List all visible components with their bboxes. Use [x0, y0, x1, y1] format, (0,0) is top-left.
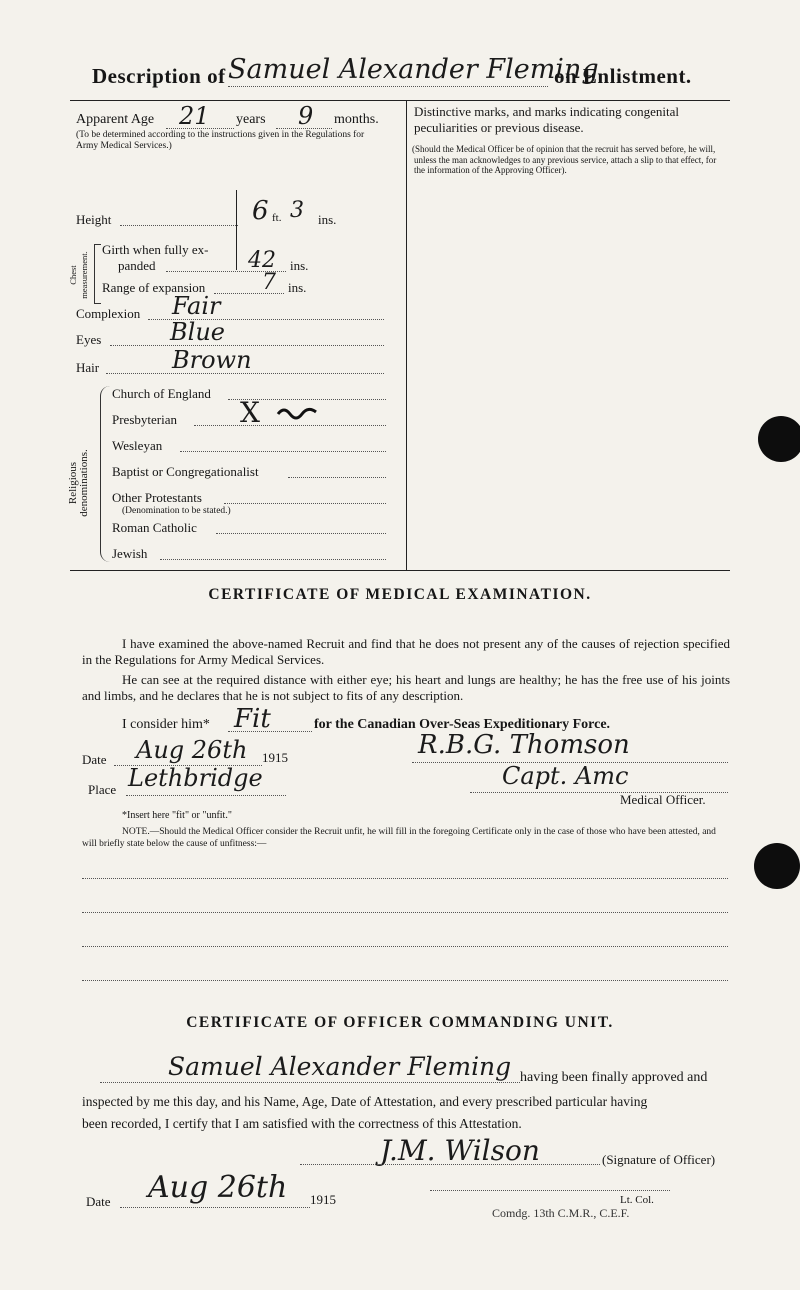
range-ins-label: ins.	[288, 280, 307, 295]
medical-officer-title: Medical Officer.	[620, 792, 706, 807]
title-right: on Enlistment.	[554, 64, 692, 88]
measure-column-line	[236, 190, 237, 270]
punch-hole-lower	[754, 843, 800, 889]
distinctive-marks-panel	[414, 104, 730, 564]
age-note: (To be determined according to the instructions given in the Regulations for Army Medical Services.)	[76, 130, 365, 151]
column-divider	[406, 100, 407, 570]
medical-date-label: Date	[82, 752, 107, 767]
height-in-value: 3	[290, 198, 304, 223]
range-label: Range of expansion	[102, 280, 206, 295]
title-left: Description of	[92, 64, 226, 88]
range-value: 7	[262, 270, 276, 295]
commanding-date-value: Aug 26th	[148, 1170, 288, 1205]
girth-label-2: panded	[118, 258, 156, 273]
medical-date-value: Aug 26th	[136, 736, 248, 764]
unfitness-line-4	[82, 980, 728, 981]
commanding-date-label: Date	[86, 1194, 111, 1209]
medical-para-2: He can see at the required distance with either eye; his heart and lungs are healthy; he has the free use of his joints and limbs, and he declares that he is not subject to fits of any description.	[82, 672, 730, 703]
chest-bracket	[94, 244, 101, 304]
religion-denomination-note: (Denomination to be stated.)	[122, 506, 231, 516]
commanding-recruit-signature: Samuel Alexander Fleming	[168, 1052, 512, 1081]
insert-note: *Insert here "fit" or "unfit."	[122, 810, 232, 821]
signature-of-officer-label: (Signature of Officer)	[602, 1152, 716, 1167]
medical-para-1: I have examined the above-named Recruit and find that he does not present any of the causes of rejection specified in the Regulations for Army Medical Services.	[82, 636, 730, 667]
religion-wesleyan: Wesleyan	[112, 438, 163, 453]
unfitness-line-2	[82, 912, 728, 913]
religion-church-of-england: Church of England	[112, 386, 211, 401]
complexion-value: Fair	[172, 292, 221, 320]
place-label: Place	[88, 782, 117, 797]
section-rule	[70, 570, 730, 571]
medical-officer-rank: Capt. Amc	[502, 762, 629, 790]
force-label: for the Canadian Over-Seas Expeditionary Force.	[314, 717, 611, 732]
religion-other-protestants: Other Protestants	[112, 490, 202, 505]
unfitness-line-3	[82, 946, 728, 947]
religion-jewish: Jewish	[112, 546, 148, 561]
religion-side-label: Religious denominations.	[67, 449, 90, 517]
commanding-rank: Lt. Col.	[620, 1194, 654, 1206]
chest-side-label: Chest measurement.	[68, 251, 89, 299]
age-years-value: 21	[179, 102, 210, 130]
commanding-year: 1915	[310, 1192, 336, 1207]
description-panel	[67, 100, 406, 570]
medical-officer-signature: R.B.G. Thomson	[418, 730, 630, 760]
place-value: Lethbridge	[128, 764, 263, 792]
medical-heading: CERTIFICATE OF MEDICAL EXAMINATION.	[208, 586, 592, 603]
commanding-unit: Comdg. 13th C.M.R., C.E.F.	[492, 1206, 630, 1220]
distinctive-heading: Distinctive marks, and marks indicating congenital peculiarities or previous disease.	[414, 104, 679, 135]
girth-ins-label: ins.	[290, 258, 309, 273]
commanding-line-2: inspected by me this day, and his Name, Age, Date of Attestation, and every prescribed particular having	[82, 1094, 648, 1109]
recruit-name-handwritten: Samuel Alexander Fleming	[228, 54, 599, 85]
ft-label: ft.	[272, 212, 282, 224]
religion-baptist: Baptist or Congregationalist	[112, 464, 259, 479]
commanding-officer-signature: J.M. Wilson	[380, 1134, 540, 1167]
form-title	[92, 54, 732, 98]
distinctive-note: (Should the Medical Officer be of opinion that the recruit has served before, he will, unless the man acknowledges to any previous service, attach a slip to that effect, for the information of the Approving Officer).	[412, 144, 717, 175]
punch-hole-upper	[758, 416, 800, 462]
commanding-line-1-tail: having been finally approved and	[520, 1070, 708, 1085]
eyes-label: Eyes	[76, 332, 102, 347]
girth-value: 42	[248, 248, 276, 273]
religion-mark: X	[240, 396, 260, 429]
girth-label-1: Girth when fully ex-	[102, 242, 209, 257]
complexion-label: Complexion	[76, 306, 141, 321]
hair-label: Hair	[76, 360, 100, 375]
eyes-value: Blue	[170, 318, 225, 346]
height-ins-label: ins.	[318, 212, 337, 227]
consider-label: I consider him*	[122, 717, 210, 732]
years-label: years	[236, 112, 266, 127]
commanding-line-3: been recorded, I certify that I am satisfied with the correctness of this Attestation.	[82, 1116, 522, 1131]
medical-year: 1915	[262, 750, 288, 765]
commanding-heading: CERTIFICATE OF OFFICER COMMANDING UNIT.	[186, 1014, 614, 1031]
months-label: months.	[334, 112, 379, 127]
age-label: Apparent Age	[76, 112, 155, 127]
height-ft-value: 6	[252, 196, 269, 226]
medical-note: NOTE.—Should the Medical Officer consider the Recruit unfit, he will fill in the foregoing Certificate only in the case of those who have been attested, and will briefly state below the cause of unfitness:—	[82, 827, 716, 849]
hair-value: Brown	[172, 346, 252, 374]
religion-presbyterian: Presbyterian	[112, 412, 177, 427]
religion-roman-catholic: Roman Catholic	[112, 520, 197, 535]
age-months-value: 9	[298, 102, 314, 130]
height-label: Height	[76, 212, 112, 227]
consider-value: Fit	[234, 704, 271, 734]
religion-scribble	[276, 406, 318, 420]
religion-bracket	[100, 386, 111, 562]
unfitness-line-1	[82, 878, 728, 879]
